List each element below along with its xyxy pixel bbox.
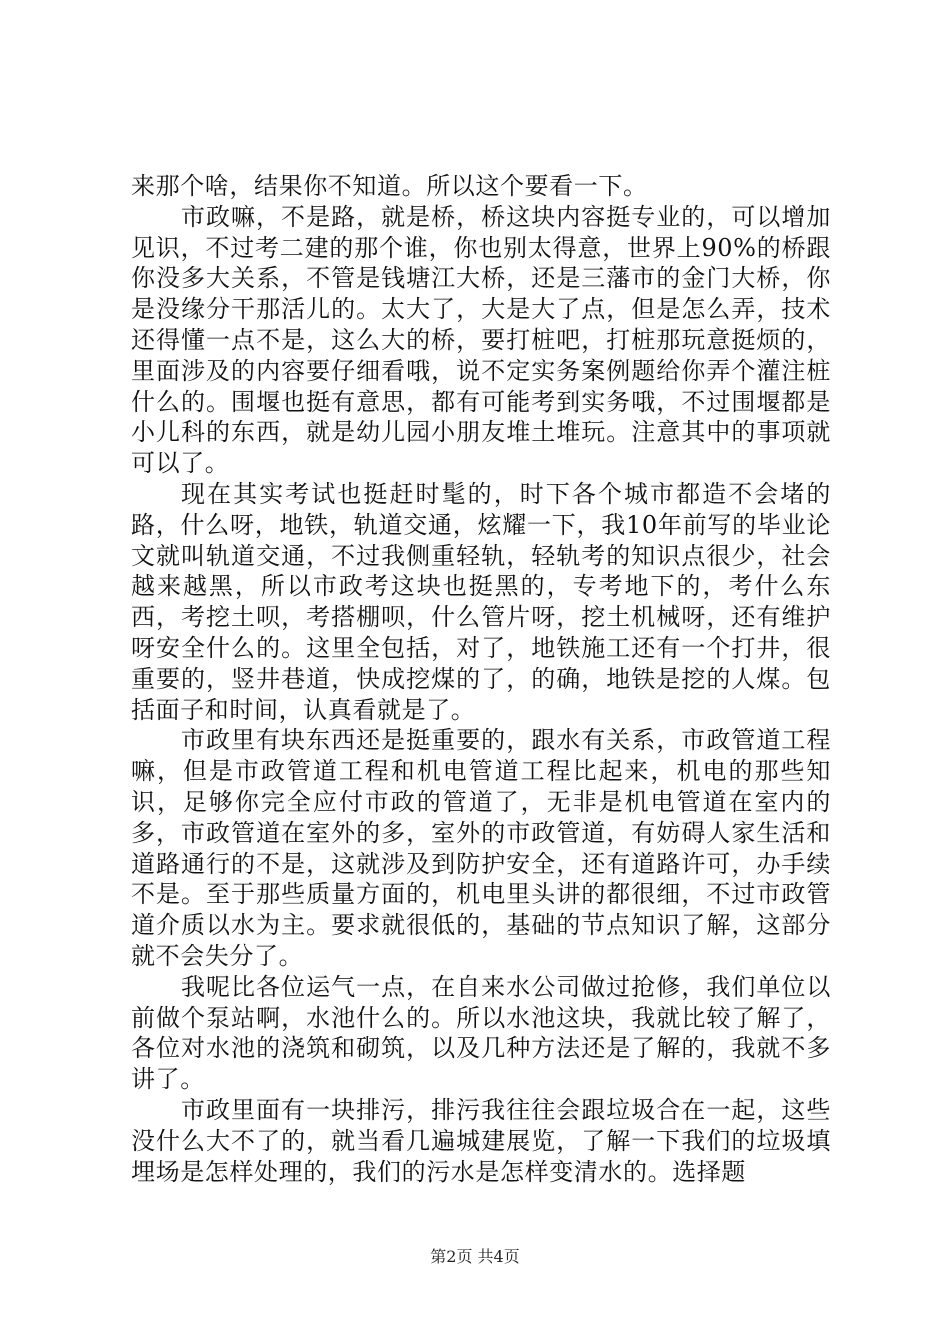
- document-body: [131, 171, 831, 1187]
- paragraph-continuation: 来那个啥，结果你不知道。所以这个要看一下。: [131, 172, 648, 200]
- paragraph-metro: 现在其实考试也挺赶时髦的，时下各个城市都造不会堵的路，什么呀，地铁，轨道交通，炫耀一下，我10年前写的毕业论文就叫轨道交通，不过我侧重轻轨，轻轨考的知识点很少，社会越来越黑，所以市政考这块也挺黑的，专考地下的，考什么东西，考挖土呗，考搭棚呗，什么管片呀，挖土机械呀，还有维护呀安全什么的。这里全包括，对了，地铁施工还有一个打井，很重要的，竖井巷道，快成挖煤的了，的确，地铁是挖的人煤。包括面子和时间，认真看就是了。: [131, 479, 831, 724]
- page-number-footer: 第2页 共4页: [430, 1247, 520, 1266]
- paragraph-sewage: 市政里面有一块排污，排污我往往会跟垃圾合在一起，这些没什么大不了的，就当看几遍城建展览，了解一下我们的垃圾填埋场是怎样处理的，我们的污水是怎样变清水的。选择题: [131, 1095, 831, 1186]
- paragraph-bridges: 市政嘛，不是路，就是桥，桥这块内容挺专业的，可以增加见识，不过考二建的那个谁，你也别太得意，世界上90%的桥跟你没多大关系，不管是钱塘江大桥，还是三藩市的金门大桥，你是没缘分干那活儿的。太大了，大是大了点，但是怎么弄，技术还得懂一点不是，这么大的桥，要打桩吧，打桩那玩意挺烦的，里面涉及的内容要仔细看哦，说不定实务案例题给你弄个灌注桩什么的。围堰也挺有意思，都有可能考到实务哦，不过围堰都是小儿科的东西，就是幼儿园小朋友堆土堆玩。注意其中的事项就可以了。: [131, 202, 831, 478]
- paragraph-pipelines: 市政里有块东西还是挺重要的，跟水有关系，市政管道工程嘛，但是市政管道工程和机电管道工程比起来，机电的那些知识，足够你完全应付市政的管道了，无非是机电管道在室内的多，市政管道在室外的多，室外的市政管道，有妨碍人家生活和道路通行的不是，这就涉及到防护安全，还有道路许可，办手续不是。至于那些质量方面的，机电里头讲的都很细，不过市政管道介质以水为主。要求就很低的，基础的节点知识了解，这部分就不会失分了。: [131, 726, 831, 970]
- paragraph-water-tanks: 我呢比各位运气一点，在自来水公司做过抢修，我们单位以前做个泵站啊，水池什么的。所以水池这块，我就比较了解了，各位对水池的浇筑和砌筑，以及几种方法还是了解的，我就不多讲了。: [131, 972, 831, 1094]
